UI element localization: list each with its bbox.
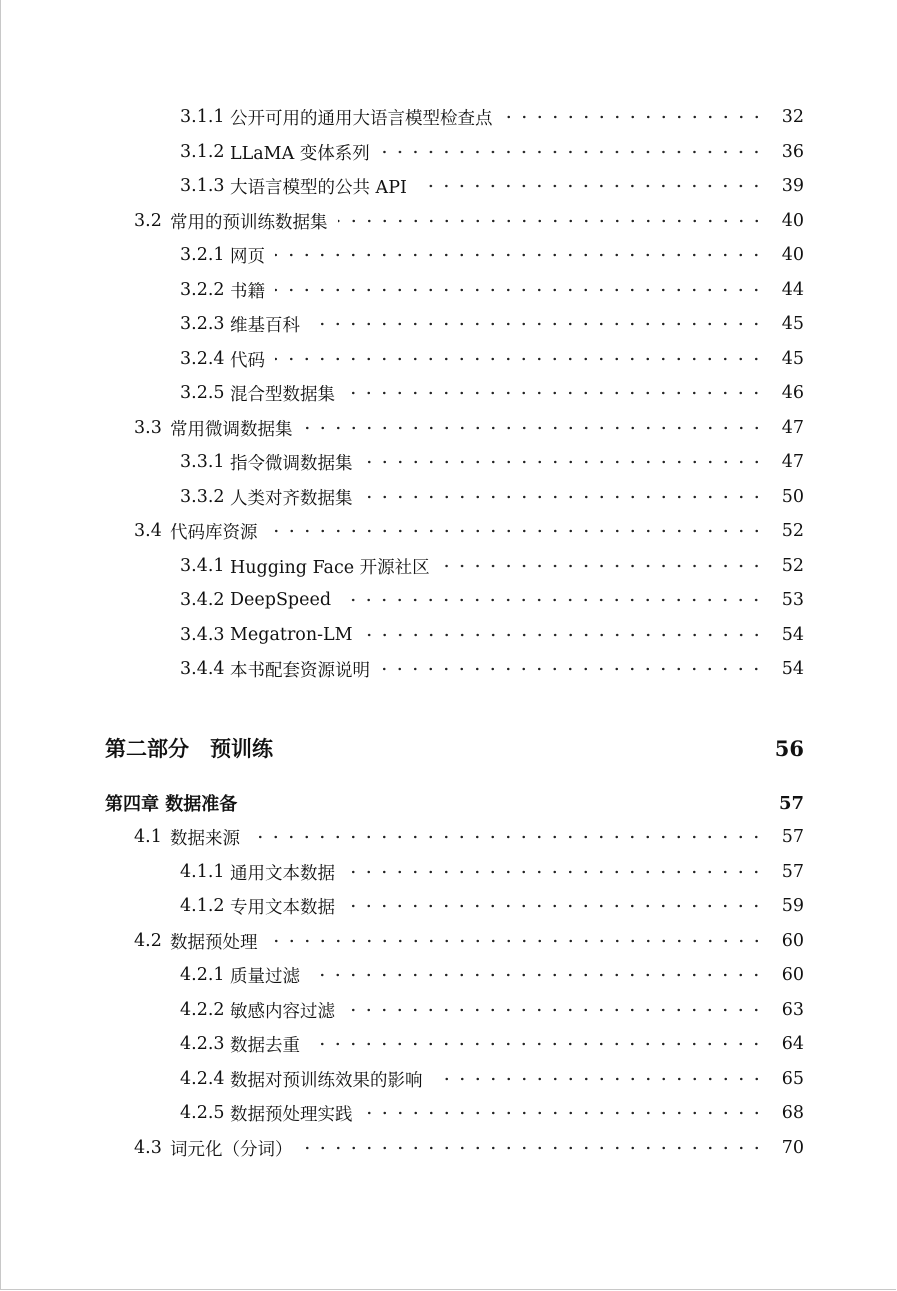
toc-entry-page: 70 [781, 1138, 804, 1158]
toc-entry-page: 54 [781, 659, 804, 679]
toc-entry-3-2-5[interactable] [180, 381, 804, 405]
toc-entry-title: 指令微调数据集 [230, 453, 353, 474]
toc-entry-page: 64 [781, 1034, 804, 1054]
toc-entry-3-1-2[interactable] [180, 140, 804, 164]
toc-entry-title: 代码 [230, 350, 265, 371]
toc-entry-page: 52 [781, 556, 804, 576]
toc-entry-page: 53 [781, 590, 804, 610]
chapter-title: 第四章 数据准备 [105, 794, 238, 815]
dot-leader [503, 105, 765, 129]
toc-entry-title: 本书配套资源说明 [230, 660, 370, 681]
dot-leader [345, 860, 764, 884]
dot-leader [363, 485, 765, 509]
toc-entry-page: 65 [781, 1069, 804, 1089]
toc-entry-title: 敏感内容过滤 [230, 1001, 335, 1022]
toc-entry-number: 4.2.2 [180, 1000, 225, 1020]
toc-entry-3-1-3[interactable] [180, 174, 804, 198]
toc-entry-title: 数据来源 [170, 828, 240, 849]
dot-leader [268, 519, 765, 543]
toc-entry-3-2[interactable] [134, 209, 804, 233]
toc-entry-4-1-2[interactable] [180, 894, 804, 918]
toc-entry-number: 3.2.1 [180, 245, 225, 265]
toc-entry-4-2-1[interactable] [180, 963, 804, 987]
toc-entry-3-3[interactable] [134, 416, 804, 440]
toc-entry-title: 数据对预训练效果的影响 [230, 1070, 423, 1091]
toc-entry-title: 代码库资源 [170, 522, 258, 543]
dot-leader [268, 929, 765, 953]
toc-entry-page: 47 [781, 452, 804, 472]
toc-entry-3-4-2[interactable] [180, 588, 804, 612]
toc-entry-3-4-4[interactable] [180, 657, 804, 681]
toc-entry-3-1-1[interactable] [180, 105, 804, 129]
toc-entry-3-2-1[interactable] [180, 243, 804, 267]
toc-entry-number: 3.4.3 [180, 625, 225, 645]
toc-entry-number: 3.2.3 [180, 314, 225, 334]
dot-leader [275, 347, 764, 371]
toc-entry-title: 公开可用的通用大语言模型检查点 [230, 108, 493, 129]
toc-entry-page: 36 [781, 142, 804, 162]
toc-entry-page: 57 [781, 827, 804, 847]
part-title: 第二部分 预训练 [105, 736, 273, 761]
toc-entry-page: 39 [781, 176, 804, 196]
toc-entry-title: 常用的预训练数据集 [170, 212, 328, 233]
toc-entry-number: 4.2.3 [180, 1034, 225, 1054]
toc-entry-title: 词元化（分词） [170, 1139, 293, 1160]
toc-entry-number: 3.2.2 [180, 280, 225, 300]
toc-entry-number: 3.3.1 [180, 452, 225, 472]
chapter-page: 57 [778, 792, 804, 814]
dot-leader [345, 894, 764, 918]
dot-leader [363, 623, 764, 647]
toc-entry-page: 45 [781, 349, 804, 369]
toc-entry-title: Hugging Face 开源社区 [230, 557, 430, 578]
toc-entry-number: 3.3.2 [180, 487, 225, 507]
toc-entry-number: 3.3 [134, 418, 162, 438]
toc-entry-4-1[interactable] [134, 825, 804, 849]
dot-leader [275, 278, 764, 302]
toc-entry-4-2-5[interactable] [180, 1101, 804, 1125]
toc-entry-number: 4.1.2 [180, 896, 225, 916]
toc-entry-number: 3.4.2 [180, 590, 225, 610]
toc-entry-4-3[interactable] [134, 1136, 804, 1160]
toc-entry-number: 3.4.4 [180, 659, 225, 679]
toc-entry-page: 54 [781, 625, 804, 645]
toc-entry-title: 常用微调数据集 [170, 419, 293, 440]
toc-entry-page: 45 [781, 314, 804, 334]
dot-leader [440, 554, 764, 578]
toc-entry-page: 63 [781, 1000, 804, 1020]
toc-entry-page: 57 [781, 862, 804, 882]
toc-entry-title: 质量过滤 [230, 966, 300, 987]
toc-entry-3-3-2[interactable] [180, 485, 804, 509]
toc-entry-3-4-1[interactable] [180, 554, 804, 578]
toc-entry-3-2-3[interactable] [180, 312, 804, 336]
toc-entry-3-2-4[interactable] [180, 347, 804, 371]
toc-entry-3-4-3[interactable] [180, 623, 804, 647]
dot-leader [338, 209, 765, 233]
part-heading[interactable] [105, 734, 804, 762]
dot-leader [380, 657, 764, 681]
toc-entry-title: 大语言模型的公共 API [230, 177, 407, 198]
toc-entry-number: 4.2 [134, 931, 162, 951]
toc-entry-number: 4.1.1 [180, 862, 225, 882]
toc-entry-page: 40 [781, 211, 804, 231]
toc-entry-page: 60 [781, 931, 804, 951]
toc-entry-number: 3.1.1 [180, 107, 225, 127]
dot-leader [341, 588, 764, 612]
dot-leader [310, 312, 764, 336]
toc-entry-number: 4.2.4 [180, 1069, 225, 1089]
dot-leader [417, 174, 764, 198]
toc-entry-title: LLaMA 变体系列 [230, 143, 370, 164]
toc-entry-4-2-4[interactable] [180, 1067, 804, 1091]
dot-leader [250, 825, 764, 849]
dot-leader [275, 243, 764, 267]
toc-entry-title: 人类对齐数据集 [230, 488, 353, 509]
toc-entry-number: 3.1.2 [180, 142, 225, 162]
toc-entry-page: 60 [781, 965, 804, 985]
toc-entry-number: 3.4.1 [180, 556, 225, 576]
dot-leader [433, 1067, 765, 1091]
toc-entry-number: 3.2.5 [180, 383, 225, 403]
toc-entry-title: 书籍 [230, 281, 265, 302]
toc-entry-4-1-1[interactable] [180, 860, 804, 884]
dot-leader [310, 1032, 764, 1056]
chapter-heading[interactable] [105, 790, 804, 816]
toc-entry-number: 4.2.5 [180, 1103, 225, 1123]
toc-entry-4-2-2[interactable] [180, 998, 804, 1022]
part-page: 56 [774, 735, 804, 761]
toc-entry-page: 46 [781, 383, 804, 403]
toc-entry-title: 混合型数据集 [230, 384, 335, 405]
toc-entry-3-2-2[interactable] [180, 278, 804, 302]
toc-entry-page: 32 [781, 107, 804, 127]
toc-entry-number: 3.4 [134, 521, 162, 541]
toc-entry-title: 网页 [230, 246, 265, 267]
toc-entry-number: 3.1.3 [180, 176, 225, 196]
toc-entry-number: 4.1 [134, 827, 162, 847]
toc-entry-number: 3.2.4 [180, 349, 225, 369]
toc-entry-3-3-1[interactable] [180, 450, 804, 474]
toc-entry-page: 44 [781, 280, 804, 300]
dot-leader [363, 1101, 765, 1125]
toc-entry-title: 数据预处理 [170, 932, 258, 953]
toc-entry-3-4[interactable] [134, 519, 804, 543]
toc-entry-page: 59 [781, 896, 804, 916]
toc-entry-page: 47 [781, 418, 804, 438]
toc-entry-title: 数据预处理实践 [230, 1104, 353, 1125]
dot-leader [303, 1136, 765, 1160]
dot-leader [345, 381, 764, 405]
dot-leader [345, 998, 764, 1022]
toc-entry-number: 4.3 [134, 1138, 162, 1158]
toc-entry-page: 68 [781, 1103, 804, 1123]
toc-entry-title: DeepSpeed [230, 590, 332, 610]
toc-entry-title: 维基百科 [230, 315, 300, 336]
toc-entry-page: 52 [781, 521, 804, 541]
dot-leader [380, 140, 764, 164]
toc-entry-title: 通用文本数据 [230, 863, 335, 884]
toc-entry-page: 40 [781, 245, 804, 265]
dot-leader [363, 450, 765, 474]
toc-entry-number: 3.2 [134, 211, 162, 231]
dot-leader [310, 963, 764, 987]
toc-entry-title: 专用文本数据 [230, 897, 335, 918]
toc-entry-4-2-3[interactable] [180, 1032, 804, 1056]
toc-entry-4-2[interactable] [134, 929, 804, 953]
toc-entry-number: 4.2.1 [180, 965, 225, 985]
toc-entry-title: Megatron-LM [230, 625, 353, 645]
toc-entry-title: 数据去重 [230, 1035, 300, 1056]
toc-entry-page: 50 [781, 487, 804, 507]
dot-leader [303, 416, 765, 440]
